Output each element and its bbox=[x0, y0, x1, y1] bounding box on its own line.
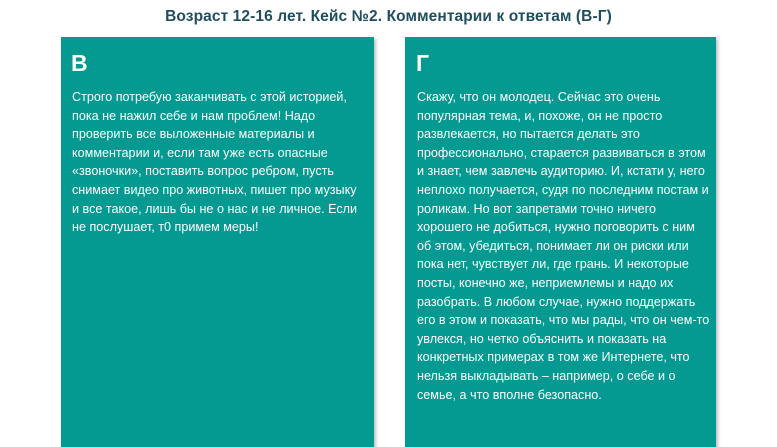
answer-card-g bbox=[405, 37, 716, 447]
page-title: Возраст 12-16 лет. Кейс №2. Комментарии к ответам (В-Г) bbox=[165, 8, 612, 25]
answer-letter-g: Г bbox=[416, 50, 430, 76]
answer-letter-v: В bbox=[71, 50, 88, 76]
answer-comment-v: Строго потребую заканчивать с этой историей, пока не нажил себе и нам проблем! Надо проверить все выложенные материалы и комментарии и, если там уже есть опасные «звоночки», поставить вопрос ребром, пусть снимает видео про животных, пишет про музыку и все такое, лишь бы не о нас и не личное. Если не послушает, т0 примем меры! bbox=[72, 90, 358, 235]
answer-card-v bbox=[61, 37, 374, 447]
answer-comment-g: Скажу, что он молодец. Сейчас это очень популярная тема, и, похоже, он не просто развлекается, но пытается делать это профессионально, старается развиваться в этом и знает, чем завлечь аудиторию. И, кстати у, него неплохо получается, судя по последним постам и роликам. Но вот запретами точно ничего хорошего не добиться, нужно поговорить с ним об этом, убедиться, понимает ли он риски или пока нет, чувствует ли, где грань. И некоторые посты, конечно же, неприемлемы и надо их разобрать. В любом случае, нужно поддержать его в этом и показать, что мы рады, что он чем-то увлекся, но четко объяснить и показать на конкретных примерах в том же Интернете, что нельзя выкладывать – например, о себе и о семье, а что вполне безопасно. bbox=[417, 90, 710, 402]
